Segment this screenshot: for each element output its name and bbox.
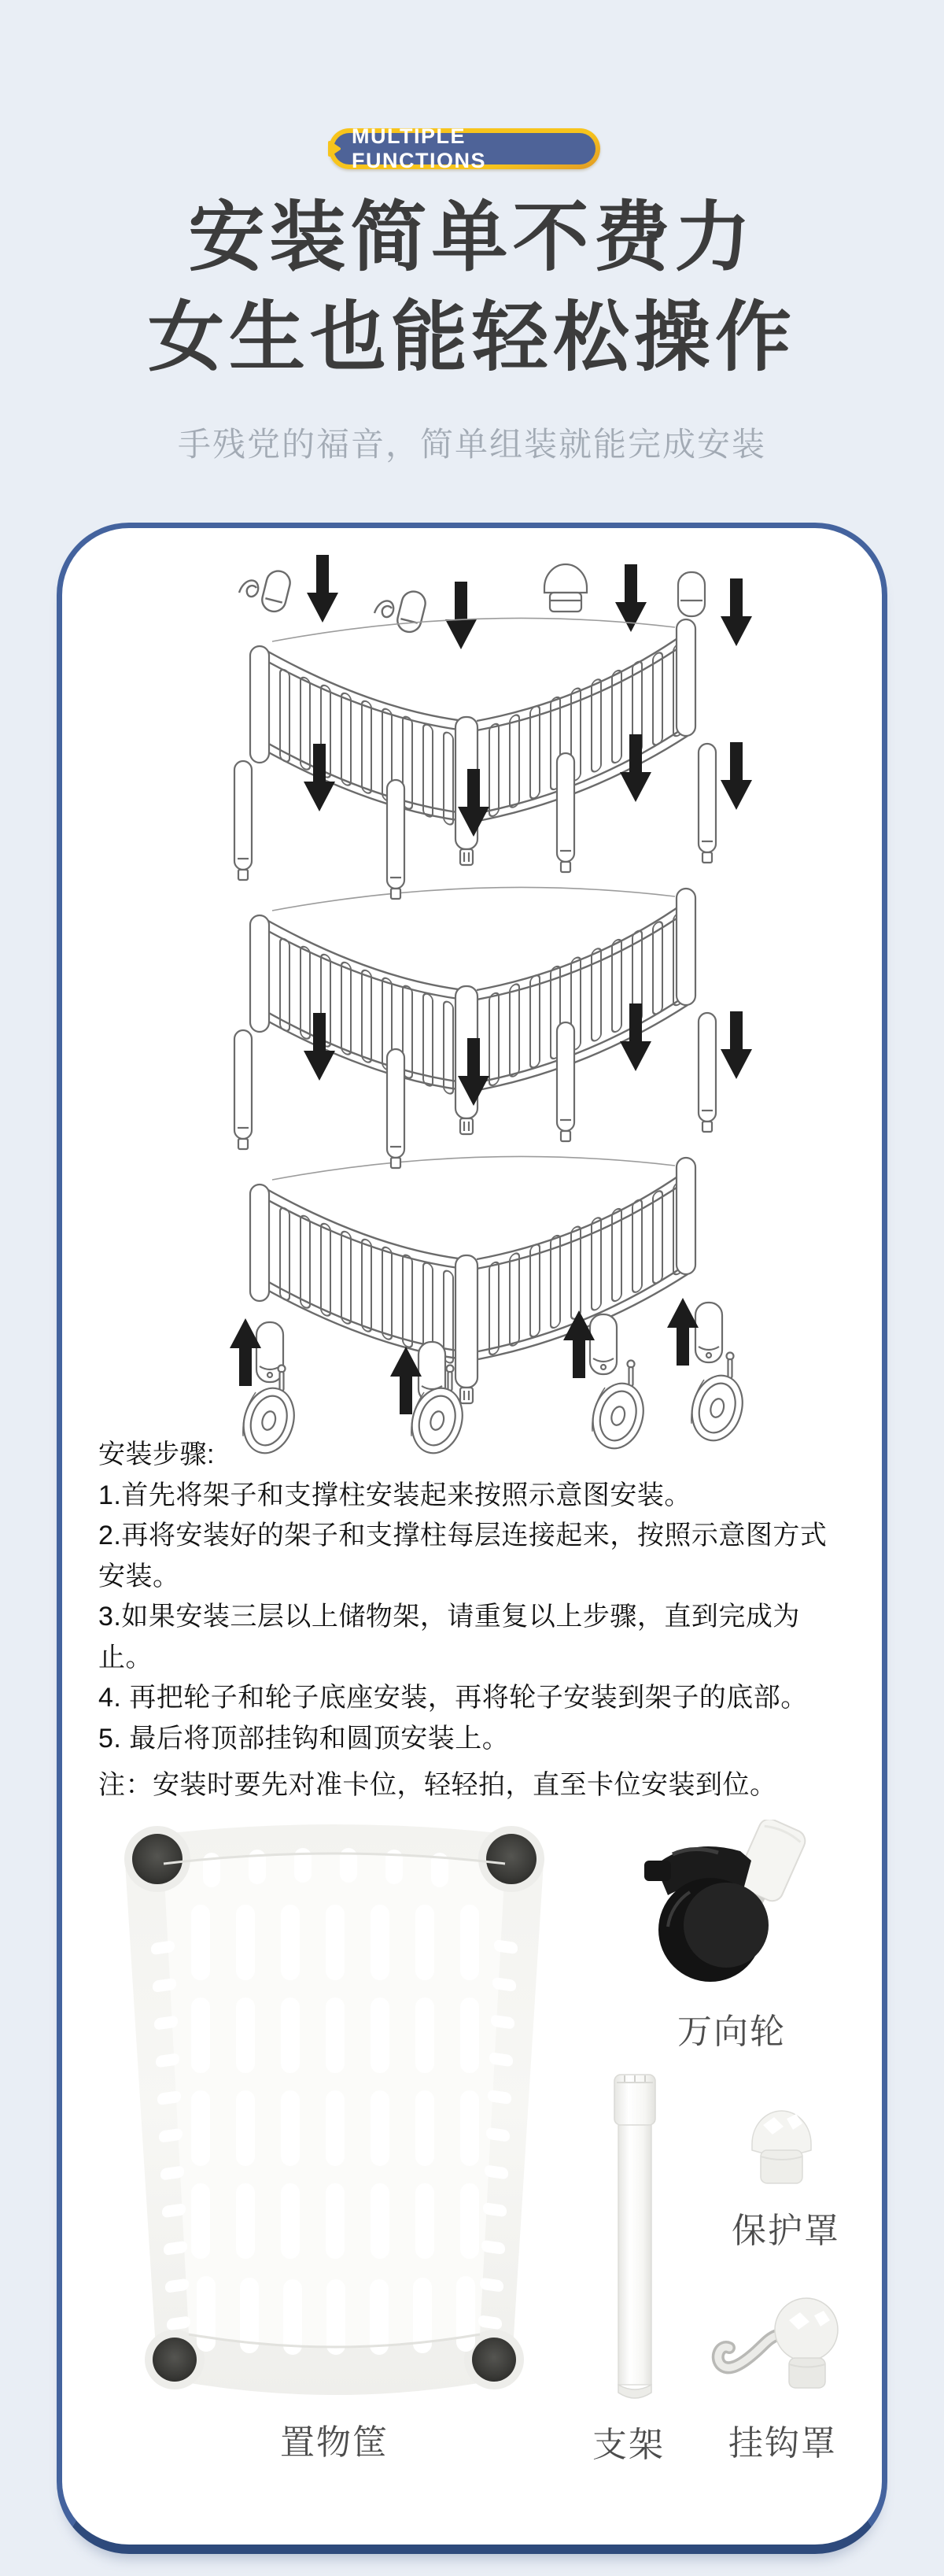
step-4: 4. 再把轮子和轮子底座安装，再将轮子安装到架子的底部。 — [98, 1683, 808, 1713]
play-triangle-icon — [327, 141, 341, 157]
step-2: 2.再将安装好的架子和支撑柱每层连接起来，按照示意图方式安装。 — [98, 1521, 828, 1591]
step-1: 1.首先将架子和支撑柱安装起来按照示意图安装。 — [98, 1480, 691, 1510]
assembly-diagram — [189, 555, 755, 1460]
hook-label: 挂钩罩 — [728, 2424, 837, 2463]
page-title — [0, 187, 944, 387]
wheel-image — [641, 1820, 822, 1995]
instruction-card — [57, 523, 887, 2554]
basket-image — [102, 1809, 566, 2410]
badge-label: MULTIPLE FUNCTIONS — [352, 124, 486, 172]
multiple-functions-badge — [329, 124, 600, 172]
cap-image — [749, 2101, 814, 2188]
pole-label: 支架 — [592, 2426, 665, 2464]
badge-inner — [334, 124, 596, 172]
title-line-2: 女生也能轻松操作 — [148, 294, 796, 380]
pole-image — [612, 2070, 658, 2407]
title-line-1: 安装简单不费力 — [188, 194, 756, 280]
step-5: 5. 最后将顶部挂钩和圆顶安装上。 — [98, 1723, 510, 1754]
page-subtitle: 手残党的福音，简单组装就能完成安装 — [177, 426, 766, 463]
steps-title: 安装步骤: — [98, 1440, 215, 1469]
basket-label: 置物筐 — [280, 2423, 389, 2462]
steps-note: 注：安装时要先对准卡位，轻轻拍，直至卡位安装到位。 — [98, 1770, 777, 1800]
wheel-label: 万向轮 — [677, 2012, 786, 2051]
hook-image — [696, 2297, 846, 2407]
step-3: 3.如果安装三层以上储物架，请重复以上步骤，直到完成为止。 — [98, 1602, 800, 1672]
cap-label: 保护罩 — [732, 2212, 840, 2250]
assembly-steps — [98, 1435, 854, 1806]
